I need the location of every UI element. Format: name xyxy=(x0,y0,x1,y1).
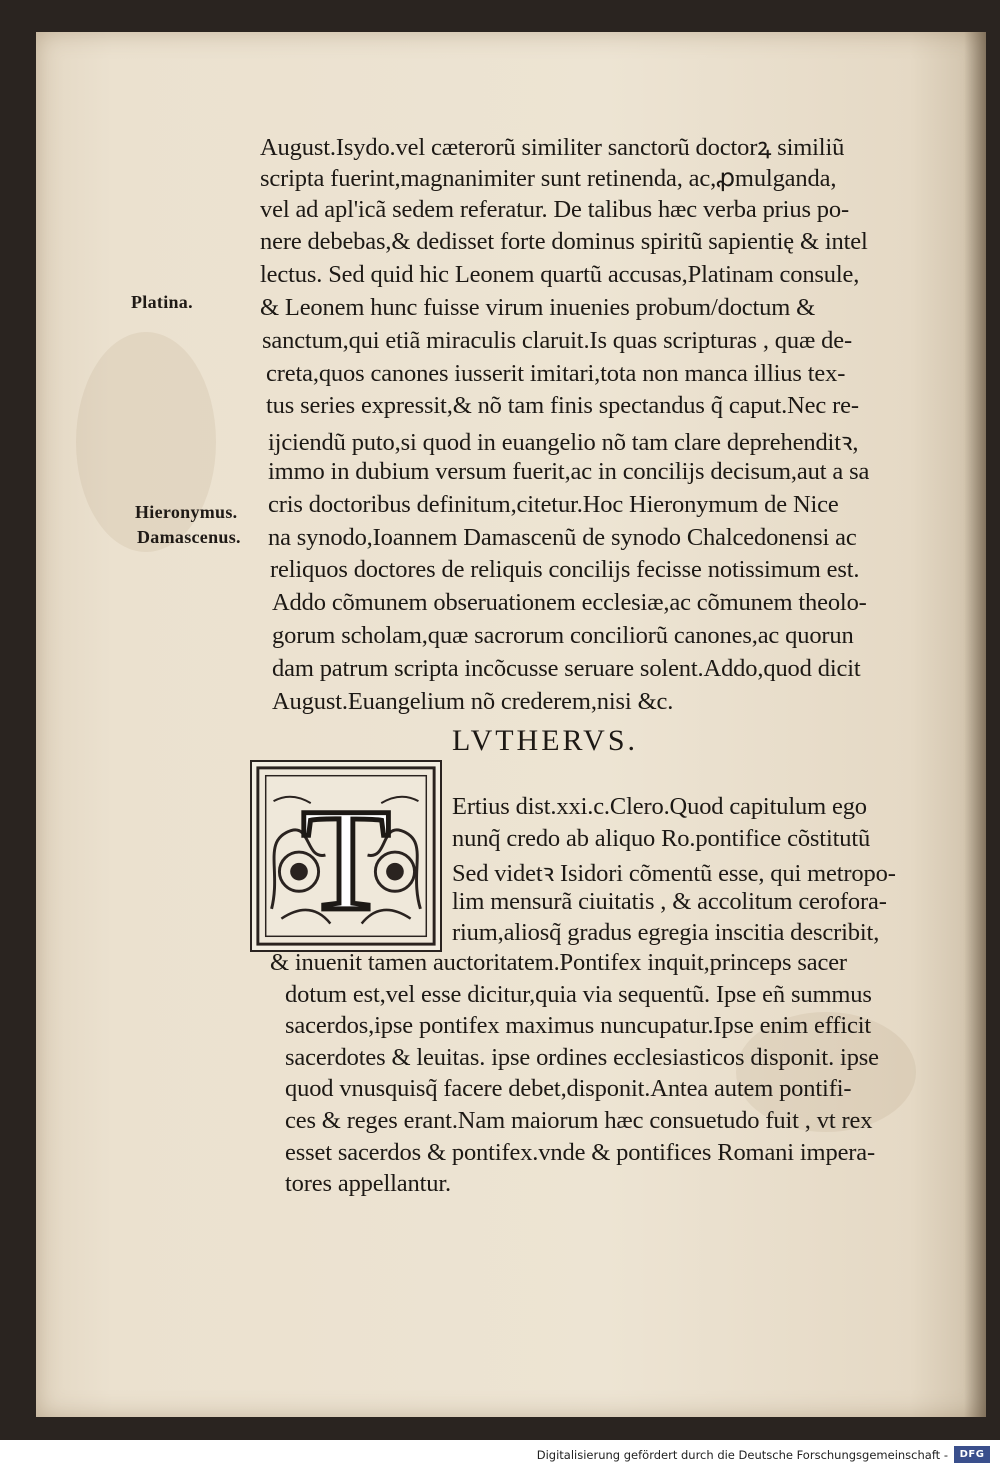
dfg-logo-icon: DFG xyxy=(954,1446,990,1463)
main-text-block xyxy=(220,130,920,720)
text-line: dotum est,vel esse dicitur,quia via sequentũ. Ipse eñ summus xyxy=(285,980,872,1008)
luther-text-full-width xyxy=(230,949,950,1202)
text-line: dam patrum scripta incõcusse seruare solent.Addo,quod dicit xyxy=(272,654,861,682)
text-line: immo in dubium versum fuerit,ac in concilijs decisum,aut a sa xyxy=(268,457,870,485)
text-line: & inuenit tamen auctoritatem.Pontifex inquit,princeps sacer xyxy=(270,949,847,976)
section-heading-luther: LVTHERVS. xyxy=(452,724,639,757)
text-line: tus series expressit,& nõ tam finis spectandus q̃ caput.Nec re- xyxy=(266,392,859,420)
text-line: esset sacerdos & pontifex.vnde & pontifices Romani impera- xyxy=(285,1138,876,1166)
text-line: quod vnusquisq̃ facere debet,disponit.Antea autem pontifi- xyxy=(285,1075,852,1103)
footer-credit-text: Digitalisierung gefördert durch die Deutsche Forschungsgemeinschaft - xyxy=(536,1448,948,1462)
text-line: August.Isydo.vel cæterorũ similiter sanctorũ doctorꝝ similiũ xyxy=(260,134,845,161)
digitization-footer xyxy=(0,1440,1000,1471)
text-line: Addo cõmunem obseruationem ecclesiæ,ac cõmunem theolo- xyxy=(272,589,867,617)
text-line: vel ad apl'icã sedem referatur. De talibus hæc verba prius po- xyxy=(260,195,850,223)
text-line: sanctum,qui etiã miraculis claruit.Is quas scripturas , quæ de- xyxy=(262,326,852,354)
text-line: sacerdos,ipse pontifex maximus nuncupatur.Ipse enim efficit xyxy=(285,1012,872,1040)
text-line: nunq̃ credo ab aliquo Ro.pontifice cõstitutũ xyxy=(452,824,871,852)
text-line: na synodo,Ioannem Damascenũ de synodo Chalcedonensi ac xyxy=(268,523,857,551)
text-line: lectus. Sed quid hic Leonem quartũ accusas,Platinam consule, xyxy=(260,261,860,289)
marginal-note-platina: Platina. xyxy=(131,292,193,312)
marginal-note-hieronymus: Hieronymus. xyxy=(135,502,238,522)
text-line: lim mensurã ciuitatis , & accolitum cerofora- xyxy=(452,887,887,915)
text-line: Sed videtꝛ Isidori cõmentũ esse, qui metropo- xyxy=(452,860,896,888)
luther-text-indented xyxy=(415,793,935,951)
initial-letter-glyph: T xyxy=(301,777,391,941)
text-line: sacerdotes & leuitas. ipse ordines ecclesiasticos disponit. ipse xyxy=(285,1043,879,1071)
text-line: nere debebas,& dedisset forte dominus spiritũ sapientię & intel xyxy=(260,228,868,256)
text-line: ces & reges erant.Nam maiorum hæc consuetudo fuit , vt rex xyxy=(285,1106,873,1134)
text-line: August.Euangelium nõ crederem,nisi &c. xyxy=(272,687,674,715)
text-line: creta,quos canones iusserit imitari,tota non manca illius tex- xyxy=(266,359,846,387)
text-line: reliquos doctores de reliquis concilijs fecisse notissimum est. xyxy=(270,556,860,584)
decorated-initial-letter xyxy=(250,760,442,952)
marginal-note-damascenus: Damascenus. xyxy=(137,527,241,547)
page-gutter-shadow xyxy=(964,32,986,1417)
woodcut-initial-t-icon xyxy=(252,762,440,950)
text-line: tores appellantur. xyxy=(285,1170,452,1198)
text-line: ijciendũ puto,si quod in euangelio nõ tam clare deprehenditꝛ, xyxy=(268,429,859,457)
text-line: gorum scholam,quæ sacrorum conciliorũ canones,ac quorun xyxy=(272,621,854,649)
text-line: cris doctoribus definitum,citetur.Hoc Hieronymum de Nice xyxy=(268,490,839,518)
text-line: & Leonem hunc fuisse virum inuenies probum/doctum & xyxy=(260,293,816,321)
text-line: Ertius dist.xxi.c.Clero.Quod capitulum ego xyxy=(452,793,867,820)
text-line: rium,aliosq̃ gradus egregia inscitia describit, xyxy=(452,919,880,947)
text-line: scripta fuerint,magnanimiter sunt retinenda, ac,ꝓmulganda, xyxy=(260,164,837,192)
